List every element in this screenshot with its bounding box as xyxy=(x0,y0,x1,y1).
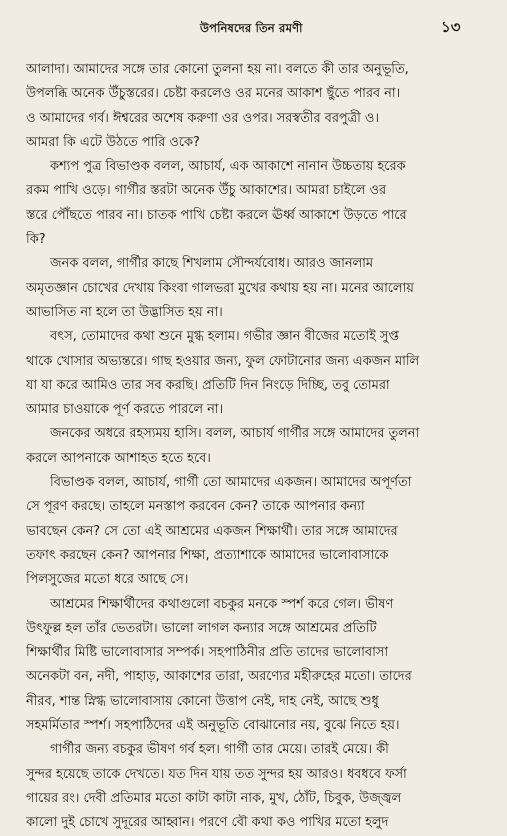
text-line: অমৃতজ্ঞান চোখের দেখায় কিংবা গালভরা মুখের কথায় হয় না। মনের আলোয় xyxy=(26,280,414,296)
text-line: ভাবছেন কেন? সে তো এই আশ্রমের একজন শিক্ষার্থী। তার সঙ্গে আমাদের xyxy=(26,523,398,539)
text-line: সুন্দর হয়েছে তাকে দেখতে। যত দিন যায় তত সুন্দর হয় আরও। ধবধবে ফর্সা xyxy=(26,766,407,782)
text-line: জনক বলল, গার্গীর কাছে শিখলাম সৌন্দর্যবোধ। আরও জানলাম xyxy=(50,256,374,272)
text-line: আলাদা। আমাদের সঙ্গে তার কোনো তুলনা হয় না। বলতে কী তার অনুভূতি, xyxy=(26,62,409,77)
text-line: সে পূরণ করছে। তাহলে মনস্তাপ করবেন কেন? তাকে আপনার কন্যা xyxy=(26,499,365,515)
text-line: বিভাণ্ডক বলল, আচার্য, গার্গী তো আমাদের একজন। আমাদের অপূর্ণতা xyxy=(50,475,412,491)
text-line: শিক্ষার্থীর মিষ্টি ভালোবাসার সম্পর্ক। সহপাঠিনীর প্রতি তাদের ভালোবাসা xyxy=(26,645,389,661)
text-line: পিলসুজের মতো ধরে আছে সে। xyxy=(26,572,189,588)
text-line: অনেকটা বন, নদী, পাহাড়, আকাশের তারা, অরণ্যের মহীরুহের মতো। তাদের xyxy=(26,669,412,685)
text-line: আমার চাওয়াকে পূর্ণ করতে পারলে না। xyxy=(26,402,224,418)
text-line: কালো দুই চোখে সুদূরের আহ্বান। পরণে বৌ কথা কও পাখির মতো হলুদ xyxy=(26,815,389,831)
text-line: তফাৎ করছেন কেন? আপনার শিক্ষা, প্রত্যাশাকে আমাদের ভালোবাসাকে xyxy=(26,547,389,563)
text-line: যা যা করে আমিও তার সব করছি। প্রতিটি দিন নিংড়ে দিচ্ছি, তবু তোমরা xyxy=(26,377,390,393)
text-line: গায়ের রং। দেবী প্রতিমার মতো কাটা কাটা নাক, মুখ, ঠোঁট, চিবুক, উজ্জ্বল xyxy=(26,790,402,806)
text-line: বৎস, তোমাদের কথা শুনে মুগ্ধ হলাম। গভীর জ্ঞান বীজের মতোই সুপ্ত xyxy=(50,329,399,345)
page-header xyxy=(0,14,507,40)
text-line: সহমর্মিতার স্পর্শ। সহপাঠিদের এই অনুভূতি বোঝানোর নয়, বুঝে নিতে হয়। xyxy=(26,718,400,734)
text-line: কশ্যপ পুত্র বিভাণ্ডক বলল, আচার্য, এক আকাশে নানান উচ্চতায় হরেক xyxy=(50,159,406,175)
text-line: জনকের অধরে রহস্যময় হাসি। বলল, আচার্য গার্গীর সঙ্গে আমাদের তুলনা xyxy=(50,426,420,442)
text-line: ও আমাদের গর্ব। ঈশ্বরের অশেষ করুণা ওর ওপর। সরস্বতীর বরপুত্রী ও। xyxy=(26,110,380,126)
running-title: উপনিষদের তিন রমণী xyxy=(200,21,303,35)
text-line: নীরব, শান্ত স্নিগ্ধ ভালোবাসায় কোনো উত্তাপ নেই, দাহ নেই, আছে শুধু xyxy=(26,693,379,709)
text-line: কি? xyxy=(26,232,46,248)
text-line: করলে আপনাকে আশাহত হতে হবে। xyxy=(26,450,211,466)
text-line: আশ্রমের শিক্ষার্থীদের কথাগুলো বচকুর মনকে স্পর্শ করে গেল। ভীষণ xyxy=(50,596,394,612)
text-line: উপলব্ধি অনেক উঁচুস্তরের। চেষ্টা করলেও ওর মনের আকাশ ছুঁতে পারব না। xyxy=(26,86,401,102)
text-line: আমরা কি এটে উঠতে পারি ওকে? xyxy=(26,134,200,150)
text-line: থাকে খোসার অভ্যন্তরে। গাছ হওয়ার জন্য, ফুল ফোটানোর জন্য একজন মালি xyxy=(26,353,420,369)
page-number: ১৩ xyxy=(441,18,461,36)
text-line: আভাসিত না হলে তা উদ্ভাসিত হয় না। xyxy=(26,304,223,320)
text-line: গার্গীর জন্য বচকুর ভীষণ গর্ব হল। গার্গী তার মেয়ে। তারই মেয়ে। কী xyxy=(50,742,389,758)
body-text xyxy=(26,58,488,836)
text-line: স্তরে পৌঁছতে পারব না। চাতক পাখি চেষ্টা করলে ঊর্ধ্ব আকাশে উড়তে পারে xyxy=(26,207,407,223)
text-line: রকম পাখি ওড়ে। গার্গীর স্তরটা অনেক উঁচু আকাশের। আমরা চাইলে ওর xyxy=(26,183,387,199)
text-line: উৎফুল্ল হল তাঁর ভেতরটা। ভালো লাগল কন্যার সঙ্গে আশ্রমের প্রতিটি xyxy=(26,620,377,636)
